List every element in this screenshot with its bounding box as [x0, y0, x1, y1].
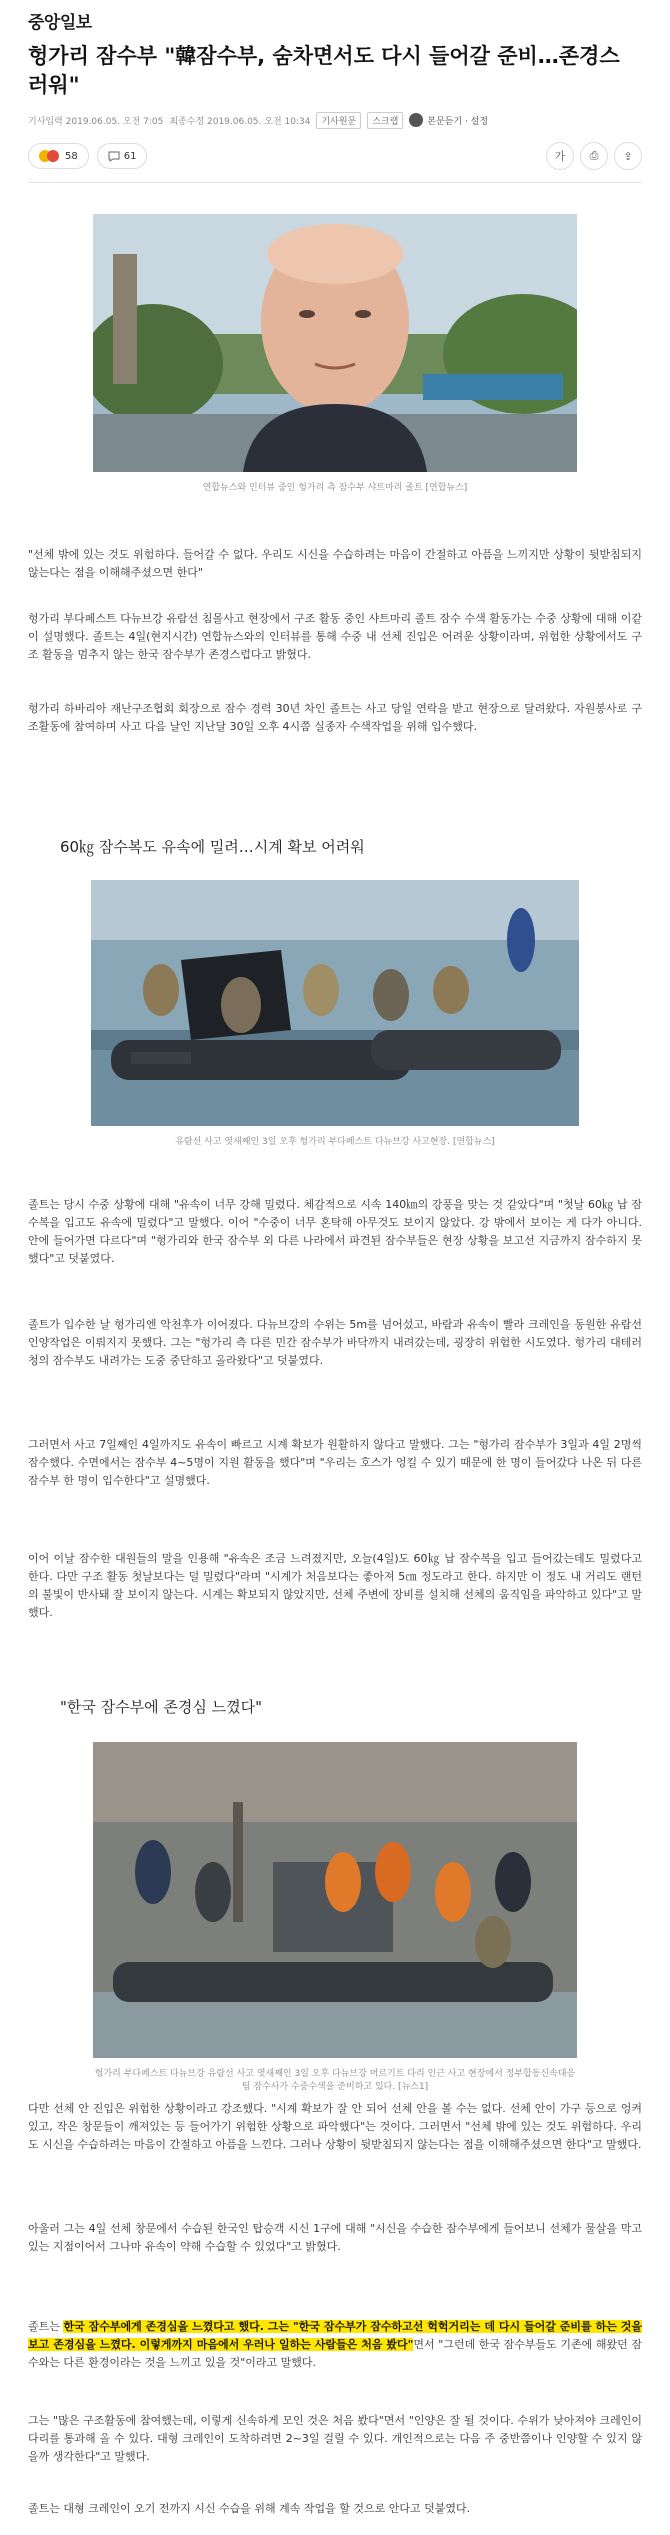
share-button[interactable]: ⇪ — [614, 142, 642, 170]
reaction-icon — [39, 150, 61, 162]
paragraph-10 — [28, 2318, 642, 2372]
diver-team-photo — [93, 1742, 577, 2058]
original-link[interactable]: 기사원문 — [316, 112, 361, 129]
subheading-2: "한국 잠수부에 존경심 느꼈다" — [60, 1698, 262, 1716]
figure-1-caption: 연합뉴스와 인터뷰 중인 헝가리 측 잠수부 샤트마리 졸트 [연합뉴스] — [202, 483, 468, 493]
figure-3-caption: 헝가리 부다페스트 다뉴브강 유람선 사고 엿새째인 3일 오후 다뉴브강 머르기트 다리 인근 사고 현장에서 정부합동신속대응팀 잠수사가 수중수색을 준비하고 있다. [뉴스1] — [94, 2069, 576, 2092]
edit-time: 최종수정 2019.06.05. 오전 10:34 — [169, 116, 311, 127]
figure-3 — [28, 1742, 642, 2094]
article-headline: 헝가리 잠수부 "韓잠수부, 숨차면서도 다시 들어갈 준비…존경스러워" — [28, 44, 620, 97]
paragraph-7: 이어 이날 잠수한 대원들의 말을 인용해 "유속은 조금 느려졌지만, 오늘(4일)도 60㎏ 납 잠수복을 입고 들어갔는데도 밀렸다고 한다. 다만 구조 활동 첫날보다는 덜 밀렸다"라며 "시계가 처음보다는 좋아져 5㎝ 정도라고 한다. 하지만 이 정도 내 거리도 랜턴의 불빛이 반사돼 잘 보이지 않는다. 시계는 확보되지 않았지만, 선체 주변에 장비를 설치해 선체의 움직임을 파악하고 있다"고 말했다. — [28, 1552, 642, 1619]
scrap-button[interactable]: 스크랩 — [367, 112, 403, 129]
paragraph-6: 그러면서 사고 7일째인 4일까지도 유속이 빠르고 시계 확보가 원활하지 않다고 말했다. 그는 "헝가리 잠수부가 3일과 4일 2명씩 잠수했다. 수면에서는 잠수부 4~5명이 지원 활동을 했다"며 "우리는 호스가 엉킬 수 있기 때문에 한 명이 들어갔다 나온 뒤 다른 잠수부 한 명이 입수한다"고 설명했다. — [28, 1438, 642, 1487]
article-toolbar — [28, 140, 642, 172]
header-divider — [28, 182, 642, 183]
comment-count: 61 — [123, 150, 137, 162]
reaction-count: 58 — [65, 150, 78, 162]
paragraph-4: 졸트는 당시 수중 상황에 대해 "유속이 너무 강해 밀렸다. 체감적으로 시속 140㎞의 강풍을 맞는 것 같았다"며 "첫날 60㎏ 납 잠수복을 입고도 유속에 밀렸다"고 말했다. 이어 "수중이 너무 혼탁해 아무것도 보이지 않았다. 강 밖에서 보이는 게 다가 아니다. 안에 들어가면 다르다"며 "헝가리와 한국 잠수부 외 다른 나라에서 파견된 잠수부들은 현장 상황을 보고선 지금까지 잠수하지 못했다"고 덧붙였다. — [28, 1198, 642, 1265]
listen-settings[interactable] — [409, 113, 488, 127]
press-logo[interactable]: 중앙일보 — [28, 12, 92, 33]
paragraph-10-lead: 졸트는 — [28, 2320, 64, 2333]
figure-1 — [28, 214, 642, 495]
paragraph-9: 아울러 그는 4일 선체 창문에서 수습된 한국인 탑승객 시신 1구에 대해 "시신을 수습한 잠수부에게 들어보니 선체가 물살을 막고 있는 지점이어서 그나마 유속이 약해 수습할 수 있었다"고 밝혔다. — [28, 2222, 642, 2253]
listen-label: 본문듣기 · 설정 — [427, 116, 489, 127]
print-button[interactable]: ⎙ — [580, 142, 608, 170]
paragraph-1: "선체 밖에 있는 것도 위험하다. 들어갈 수 없다. 우리도 시신을 수습하려는 마음이 간절하고 아픔을 느끼지만 상황이 뒷받침되지 않는다는 점을 이해해주셨으면 한다" — [28, 548, 642, 579]
paragraph-11: 그는 "많은 구조활동에 참여했는데, 이렇게 신속하게 모인 것은 처음 봤다"면서 "인양은 잘 될 것이다. 수위가 낮아져야 크레인이 다리를 통과해 올 수 있다. 대형 크레인이 도착하려면 2~3일 걸릴 수 있다. 개인적으로는 다음 주 중반쯤이나 인양할 수 있지 않을까 생각한다"고 말했다. — [28, 2414, 642, 2463]
paragraph-8: 다만 선체 안 진입은 위험한 상황이라고 강조했다. "시계 확보가 잘 안 되어 선체 안을 볼 수는 없다. 선체 안이 가구 등으로 엉켜있고, 작은 창문들이 깨져있는 등 들어가기 위험한 상황으로 파악했다"는 것이다. 그러면서 "선체 밖에 있는 것도 위험하다. 우리도 시신을 수습하려는 마음이 간절하고 아픔을 느낀다. 그러나 상황이 뒷받침되지 않는다는 점을 이해해주셨으면 한다"고 말했다. — [28, 2102, 642, 2151]
figure-2-caption: 유람선 사고 엿새째인 3일 오후 헝가리 부다페스트 다뉴브강 사고현장. [연합뉴스] — [175, 1137, 495, 1147]
paragraph-3: 헝가리 하바리아 재난구조협회 회장으로 잠수 경력 30년 차인 졸트는 사고 당일 연락을 받고 현장으로 달려왔다. 자원봉사로 구조활동에 참여하며 사고 다음 날인 지난달 30일 오후 4시쯤 실종자 수색작업을 위해 입수했다. — [28, 702, 642, 733]
paragraph-10-tail: 면서 "그런데 한국 잠수부들도 기존에 해왔던 잠수와는 다른 환경이라는 것을 느끼고 있을 것"이라고 말했다. — [28, 2338, 643, 2369]
paragraph-5: 졸트가 입수한 날 헝가리엔 악천후가 이어졌다. 다뉴브강의 수위는 5m를 넘어섰고, 바람과 유속이 빨라 크레인을 동원한 유람선 인양작업은 이뤄지지 못했다. 그는 "헝가리 측 다른 민간 잠수부가 바닥까지 내려갔는데, 굉장히 위험한 시도였다. 헝가리 대테러청의 잠수부도 내려가는 도중 중단하고 올라왔다"고 덧붙였다. — [28, 1318, 642, 1367]
comment-button[interactable] — [97, 143, 148, 169]
font-size-button[interactable]: 가 — [546, 142, 574, 170]
paragraph-2: 헝가리 부다페스트 다뉴브강 유람선 침몰사고 현장에서 구조 활동 중인 샤트마리 졸트 잠수 수색 활동가는 수중 상황에 대해 이같이 설명했다. 졸트는 4일(현지시간) 연합뉴스와의 인터뷰를 통해 수중 내 선체 진입은 어려운 상황이라며, 위험한 상황에서도 구조 활동을 멈추지 않는 한국 잠수부가 존경스럽다고 밝혔다. — [28, 612, 642, 661]
figure-2 — [28, 880, 642, 1149]
input-time: 기사입력 2019.06.05. 오전 7:05 — [28, 116, 164, 127]
reaction-button[interactable] — [28, 143, 89, 169]
article-meta — [28, 110, 642, 130]
highlighted-quote: 한국 잠수부에게 존경심을 느꼈다고 했다. 그는 "한국 잠수부가 잠수하고선 헉헉거리는 데 다시 들어갈 준비를 하는 것을 보고 존경심을 느꼈다. 이렇게까지 마음에서 우러나 일하는 사람들은 처음 봤다" — [28, 2320, 642, 2351]
rescue-boat-photo — [91, 880, 579, 1126]
speaker-icon — [409, 113, 423, 127]
comment-icon — [108, 150, 120, 162]
subheading-1: 60㎏ 잠수복도 유속에 밀려…시계 확보 어려워 — [60, 838, 365, 856]
paragraph-12: 졸트는 대형 크레인이 오기 전까지 시신 수습을 위해 계속 작업을 할 것으로 안다고 덧붙였다. — [28, 2502, 471, 2515]
diver-portrait-photo — [93, 214, 577, 472]
brand-bar — [28, 0, 642, 40]
